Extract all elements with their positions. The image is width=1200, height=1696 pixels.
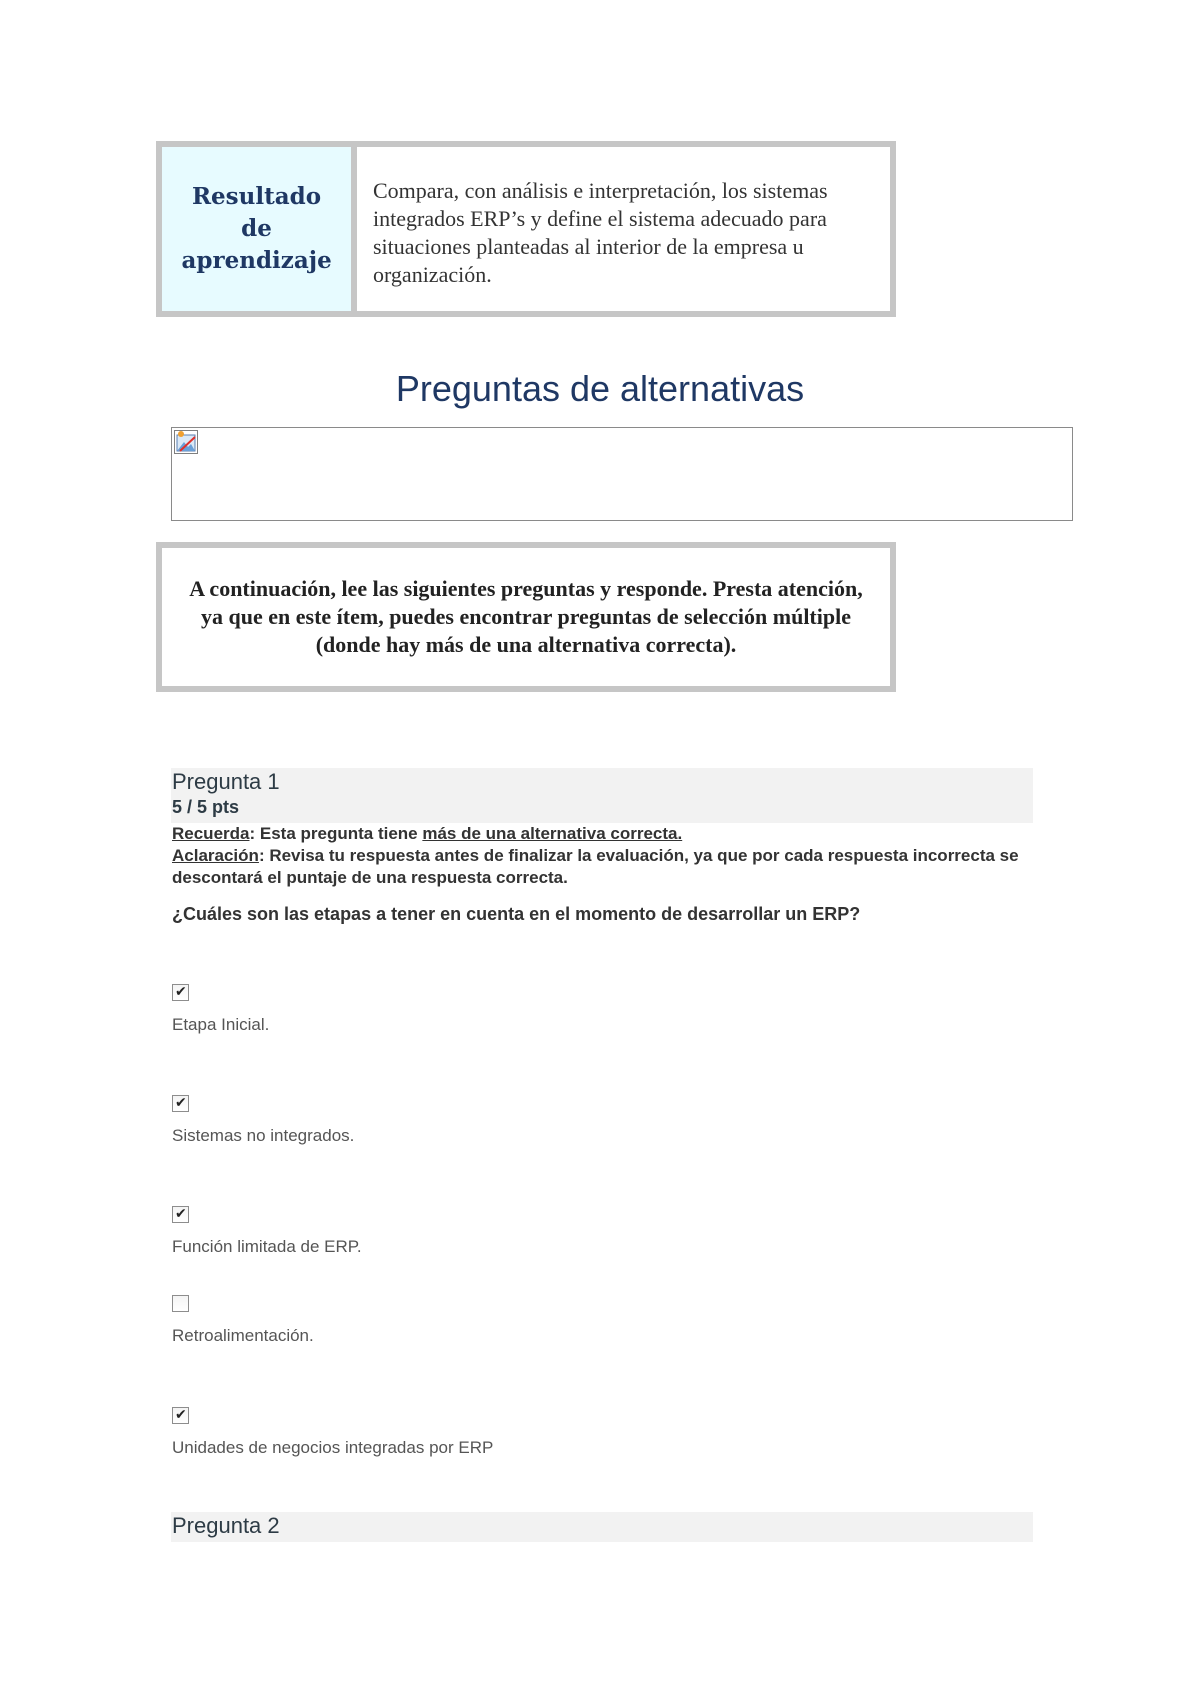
answer-label: Sistemas no integrados. [172,1126,355,1145]
recuerda-label: Recuerda [172,824,250,843]
checkmark-icon: ✔ [175,1407,187,1423]
instruction-box [156,542,896,692]
question-1-header [171,768,1033,823]
recuerda-note [172,823,1032,845]
question-1-points: 5 / 5 pts [172,797,240,817]
broken-image-icon [174,430,198,454]
answer-label: Función limitada de ERP. [172,1237,362,1256]
outcome-label: Resultado de aprendizaje [181,183,332,274]
answer-option[interactable] [172,1095,354,1147]
answer-label: Retroalimentación. [172,1326,314,1345]
aclaracion-label: Aclaración [172,846,259,865]
aclaracion-note [172,845,1032,889]
question-2-header [171,1512,1033,1542]
aclaracion-text: : Revisa tu respuesta antes de finalizar la evaluación, ya que por cada respuesta incorrecta se descontará el puntaje de una respuesta correcta. [172,846,1019,887]
answer-option[interactable] [172,1295,314,1347]
outcome-label-cell [162,147,357,311]
answer-option[interactable] [172,1407,493,1459]
outcome-text: Compara, con análisis e interpretación, los sistemas integrados ERP’s y define el sistema adecuado para situaciones planteadas al interior de la empresa u organización. [373,178,828,287]
learning-outcome-box [156,141,896,317]
recuerda-text: : Esta pregunta tiene [249,824,423,843]
question-1-prompt: ¿Cuáles son las etapas a tener en cuenta en el momento de desarrollar un ERP? [172,904,861,924]
question-1-notes [172,823,1032,889]
answer-option[interactable] [172,1206,362,1258]
image-placeholder [171,427,1073,521]
answer-checkbox[interactable] [172,1095,189,1112]
answer-checkbox[interactable] [172,1206,189,1223]
checkmark-icon: ✔ [175,1095,187,1111]
question-2-title: Pregunta 2 [172,1513,280,1538]
answer-checkbox[interactable] [172,1295,189,1312]
answer-label: Etapa Inicial. [172,1015,270,1034]
instruction-text: A continuación, lee las siguientes preguntas y responde. Presta atención, ya que en este ítem, puedes encontrar preguntas de selección múltiple (donde hay más de una alternativa correcta). [189,576,863,657]
outcome-text-cell [357,147,890,311]
checkmark-icon: ✔ [175,984,187,1000]
checkmark-icon: ✔ [175,1206,187,1222]
answer-checkbox[interactable] [172,1407,189,1424]
section-title: Preguntas de alternativas [395,368,805,409]
answer-label: Unidades de negocios integradas por ERP [172,1438,494,1457]
question-1-title: Pregunta 1 [172,769,280,794]
recuerda-emphasis: más de una alternativa correcta. [422,824,683,843]
answer-checkbox[interactable] [172,984,189,1001]
answer-option[interactable] [172,984,269,1036]
